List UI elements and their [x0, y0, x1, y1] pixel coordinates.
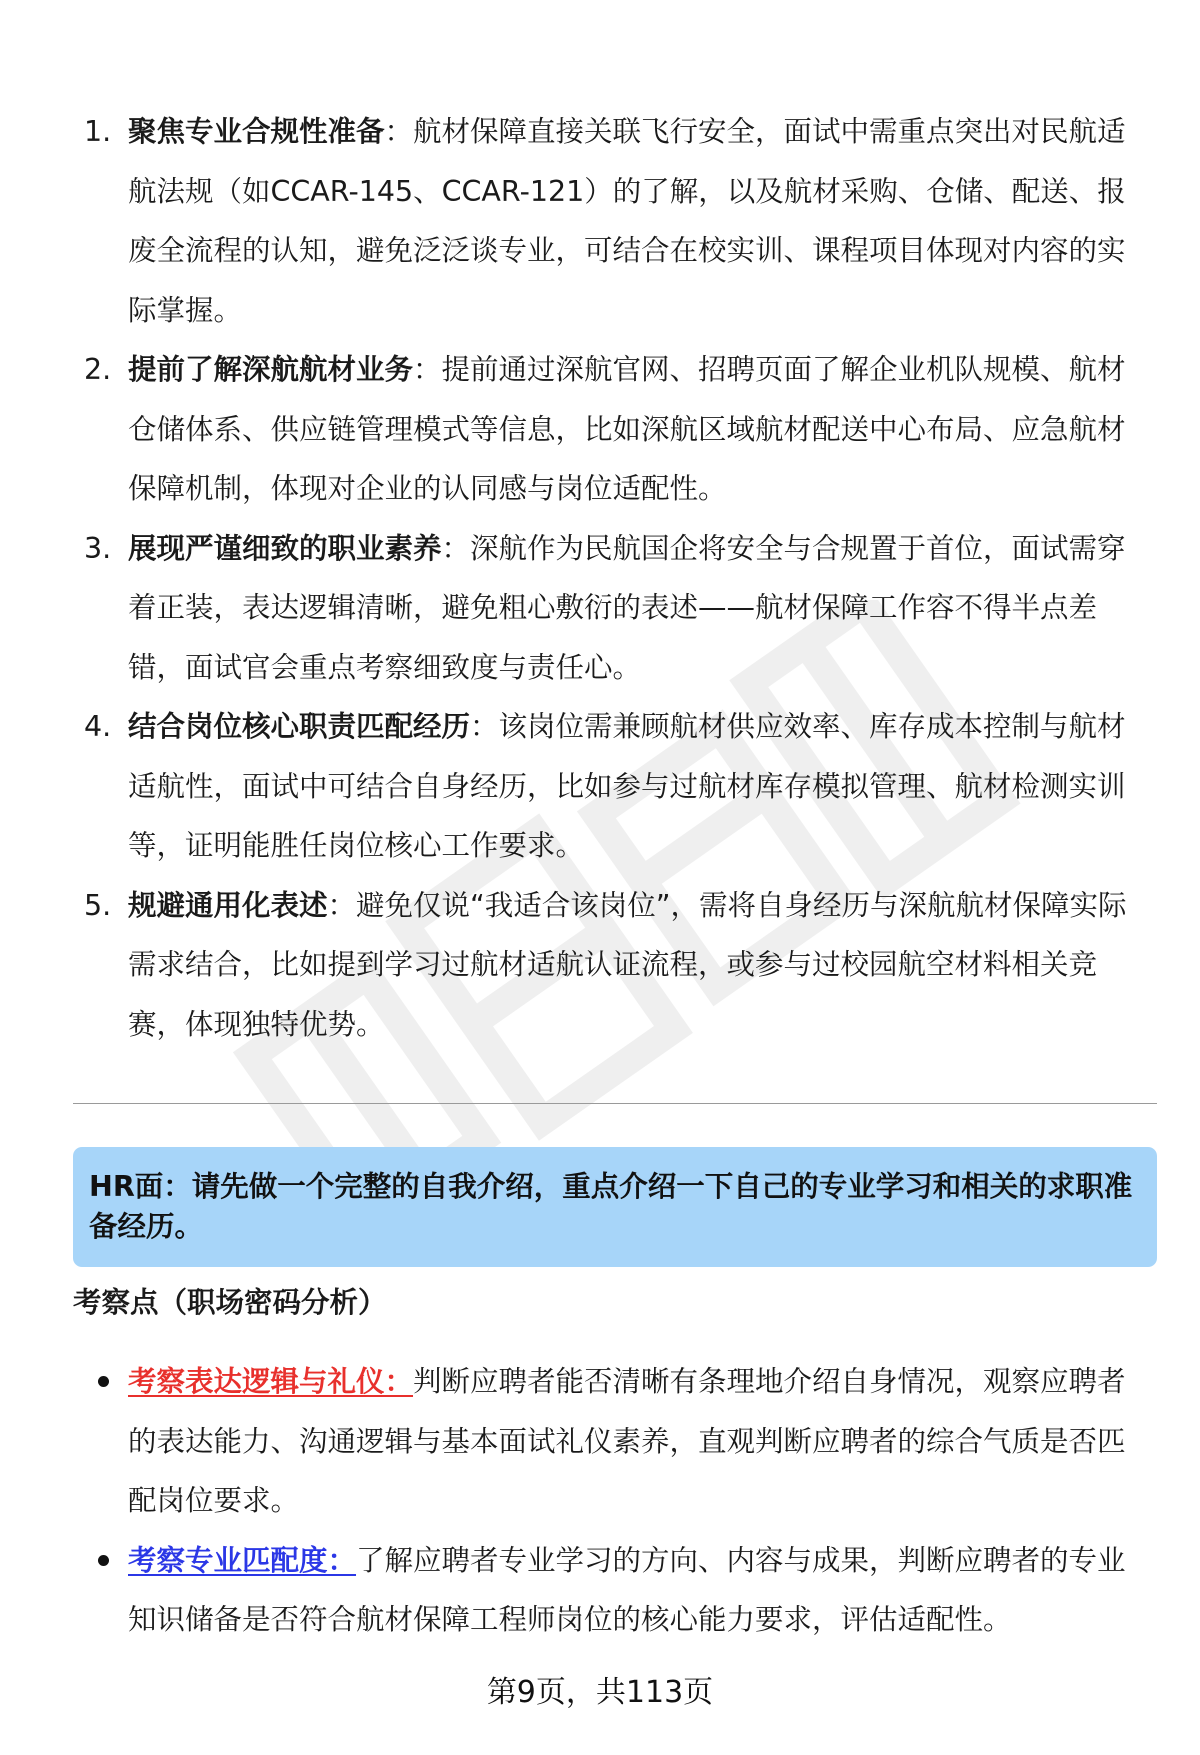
- item-text: 判断应聘者能否清晰有条理地介绍自身情况，观察应聘者的表达能力、沟通逻辑与基本面试礼仪素养，直观判断应聘者的综合气质是否匹配岗位要求。: [128, 1365, 1126, 1517]
- bullet-dot-icon: [98, 1555, 109, 1566]
- item-number: 3.: [84, 531, 112, 565]
- item-text: ：该岗位需兼顾航材供应效率、库存成本控制与航材适航性，面试中可结合自身经历，比如参与过航材库存模拟管理、航材检测实训等，证明能胜任岗位核心工作要求。: [128, 710, 1126, 862]
- list-item: [84, 102, 1144, 340]
- list-item: [84, 340, 1144, 519]
- item-number: 2.: [84, 353, 112, 386]
- item-text: ：深航作为民航国企将安全与合规置于首位，面试需穿着正装，表达逻辑清晰，避免粗心敷衍的表述——航材保障工作容不得半点差错，面试官会重点考察细致度与责任心。: [128, 531, 1126, 684]
- item-number: 1.: [84, 115, 112, 148]
- interview-question-box: [73, 1147, 1157, 1267]
- item-lead: 考察专业匹配度：: [128, 1543, 357, 1577]
- list-item: [84, 697, 1144, 876]
- item-text: ：航材保障直接关联飞行安全，面试中需重点突出对民航适航法规（如CCAR-145、CCAR-121）的了解，以及航材采购、仓储、配送、报废全流程的认知，避免泛泛谈专业，可结合在校实训、课程项目体现对内容的实际掌握。: [128, 115, 1126, 327]
- preparation-tips-list: [84, 102, 1144, 1054]
- list-item: [84, 1531, 1144, 1650]
- item-number: 4.: [84, 710, 112, 743]
- item-text: ：提前通过深航官网、招聘页面了解企业机队规模、航材仓储体系、供应链管理模式等信息，比如深航区域航材配送中心布局、应急航材保障机制，体现对企业的认同感与岗位适配性。: [128, 353, 1126, 505]
- item-text: ：避免仅说“我适合该岗位”，需将自身经历与深航航材保障实际需求结合，比如提到学习过航材适航认证流程，或参与过校园航空材料相关竞赛，体现独特优势。: [128, 888, 1127, 1041]
- item-number: 5.: [84, 888, 112, 922]
- item-lead: 聚焦专业合规性准备: [128, 115, 385, 148]
- section-divider: [73, 1103, 1157, 1104]
- list-item: [84, 519, 1144, 698]
- item-lead: 考察表达逻辑与礼仪：: [128, 1365, 414, 1398]
- item-lead: 展现严谨细致的职业素养: [128, 531, 442, 565]
- interview-question: HR面：请先做一个完整的自我介绍，重点介绍一下自己的专业学习和相关的求职准备经历。: [89, 1170, 1133, 1243]
- page-number: 第9页，共113页: [486, 1675, 714, 1710]
- list-item: [84, 1352, 1144, 1531]
- assessment-points-list: [84, 1352, 1144, 1650]
- item-lead: 规避通用化表述: [128, 888, 328, 922]
- bullet-dot-icon: [98, 1376, 109, 1387]
- list-item: [84, 876, 1144, 1055]
- item-lead: 提前了解深航航材业务: [128, 353, 414, 386]
- item-lead: 结合岗位核心职责匹配经历: [128, 710, 471, 743]
- section-heading: 考察点（职场密码分析）: [73, 1286, 387, 1319]
- item-text: 了解应聘者专业学习的方向、内容与成果，判断应聘者的专业知识储备是否符合航材保障工程师岗位的核心能力要求，评估适配性。: [128, 1543, 1126, 1636]
